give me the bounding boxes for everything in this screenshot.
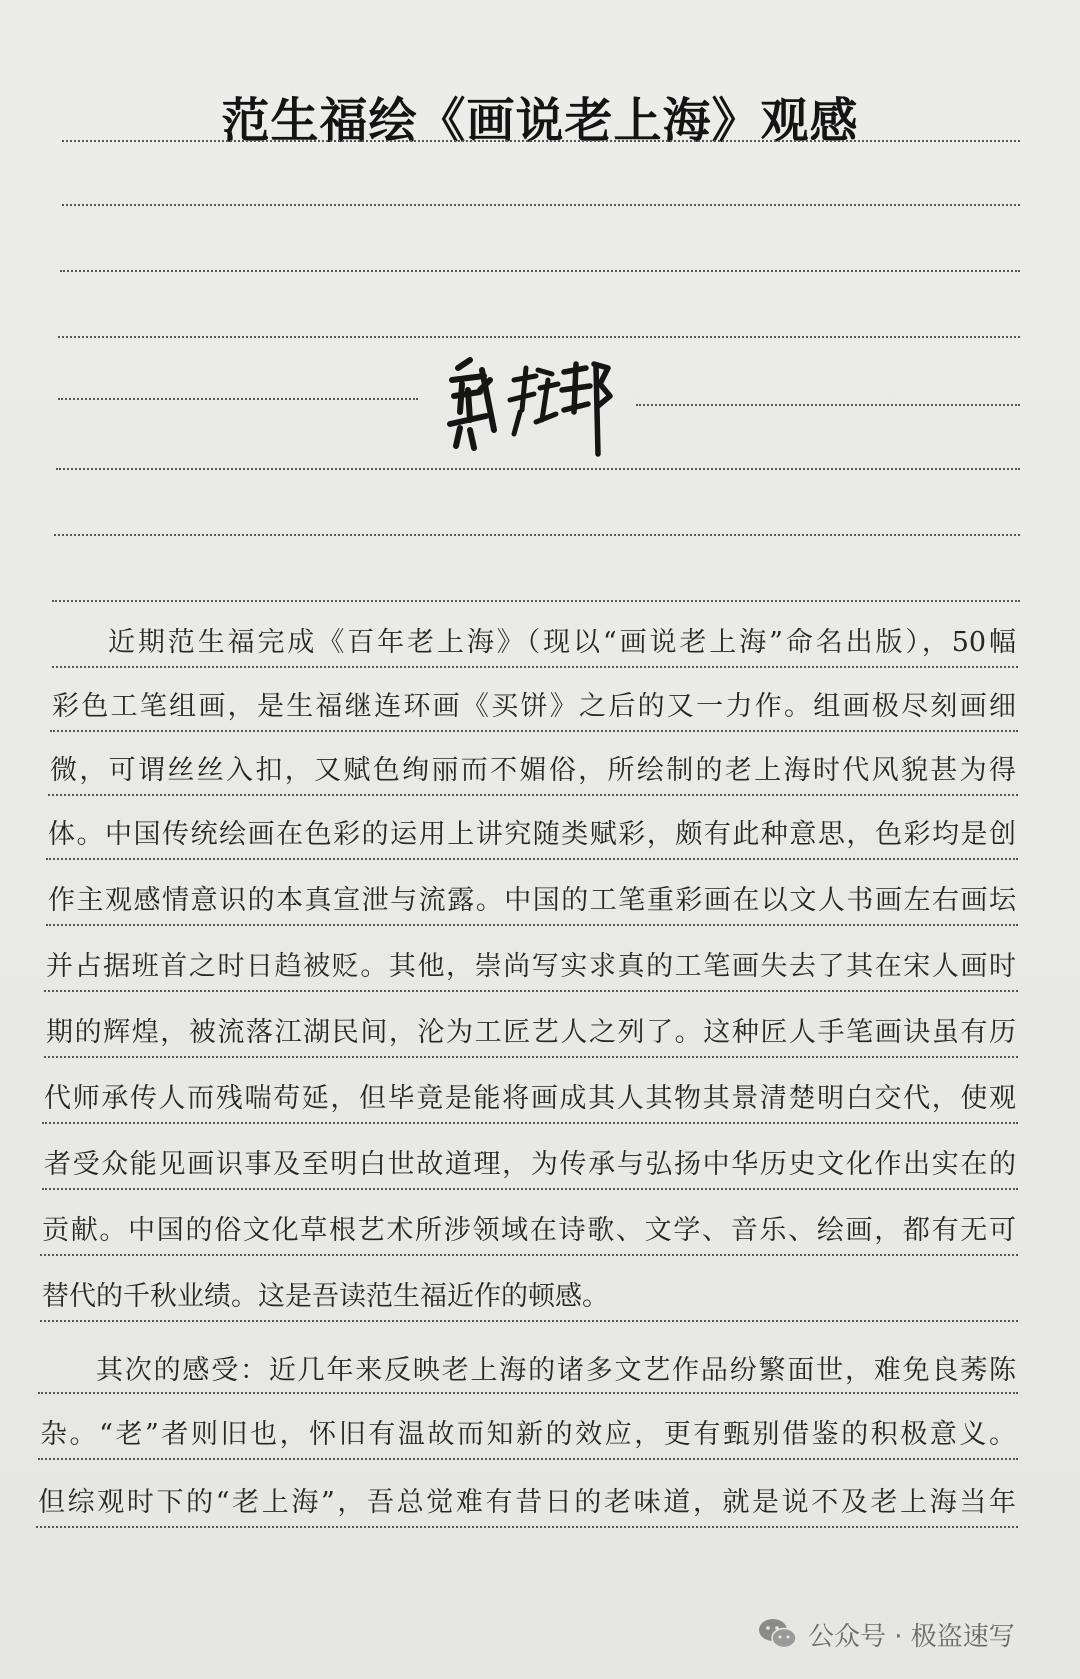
- ruled-line: [50, 730, 1018, 732]
- ruled-line: [56, 468, 1020, 470]
- body-line: 杂。“老”者则旧也，怀旧有温故而知新的效应，更有甄别借鉴的积极意义。: [40, 1419, 1016, 1450]
- ruled-line: [38, 1392, 1018, 1394]
- ruled-line: [42, 1122, 1018, 1124]
- ruled-line: [62, 140, 1020, 142]
- ruled-line: [46, 924, 1018, 926]
- watermark: [758, 1614, 1015, 1654]
- body-line: 并占据班首之时日趋被贬。其他，崇尚写实求真的工笔画失去了其在宋人画时: [46, 951, 1016, 982]
- body-line: 体。中国传统绘画在色彩的运用上讲究随类赋彩，颇有此种意思，色彩均是创: [48, 819, 1016, 850]
- body-line: 作主观感情意识的本真宣泄与流露。中国的工笔重彩画在以文人书画左右画坛: [48, 885, 1016, 916]
- ruled-line: [62, 204, 1020, 206]
- body-line: 期的辉煌，被流落江湖民间，沦为工匠艺人之列了。这种匠人手笔画诀虽有历: [46, 1017, 1016, 1048]
- ruled-line: [38, 1458, 1018, 1460]
- author-signature: [440, 350, 620, 460]
- body-line: 微，可谓丝丝入扣，又赋色绚丽而不媚俗，所绘制的老上海时代风貌甚为得: [50, 755, 1016, 786]
- ruled-line: [60, 270, 1020, 272]
- watermark-text: 公众号 · 极盗速写: [808, 1621, 1015, 1652]
- ruled-line: [44, 1056, 1018, 1058]
- body-line: 其次的感受：近几年来反映老上海的诸多文艺作品纷繁面世，难免良莠陈: [96, 1355, 1016, 1386]
- ruled-line: [58, 336, 1020, 338]
- ruled-line: [40, 1320, 1018, 1322]
- ruled-line: [36, 1526, 1018, 1528]
- ruled-line: [40, 1254, 1018, 1256]
- ruled-line: [58, 398, 418, 400]
- wechat-icon: [758, 1617, 798, 1651]
- ruled-line: [42, 1188, 1018, 1190]
- ruled-line: [44, 990, 1018, 992]
- body-line: 贡献。中国的俗文化草根艺术所涉领域在诗歌、文学、音乐、绘画，都有无可: [42, 1215, 1016, 1246]
- body-line: 彩色工笔组画，是生福继连环画《买饼》之后的又一力作。组画极尽刻画细: [52, 691, 1016, 722]
- ruled-line: [54, 534, 1020, 536]
- body-line: 代师承传人而残喘苟延，但毕竟是能将画成其人其物其景清楚明白交代，使观: [44, 1083, 1016, 1114]
- ruled-line: [48, 794, 1018, 796]
- body-line: 者受众能见画识事及至明白世故道理，为传承与弘扬中华历史文化作出实在的: [44, 1149, 1016, 1180]
- ruled-line: [52, 600, 1020, 602]
- ruled-line: [52, 666, 1018, 668]
- ruled-line: [636, 404, 1020, 406]
- ruled-line: [46, 858, 1018, 860]
- body-line: 近期范生福完成《百年老上海》（现以“画说老上海”命名出版），50幅: [108, 627, 1016, 658]
- body-line: 替代的千秋业绩。这是吾读范生福近作的顿感。: [42, 1281, 609, 1312]
- body-line: 但综观时下的“老上海”，吾总觉难有昔日的老味道，就是说不及老上海当年: [38, 1487, 1016, 1518]
- page-title: 范生福绘《画说老上海》观感: [221, 93, 859, 149]
